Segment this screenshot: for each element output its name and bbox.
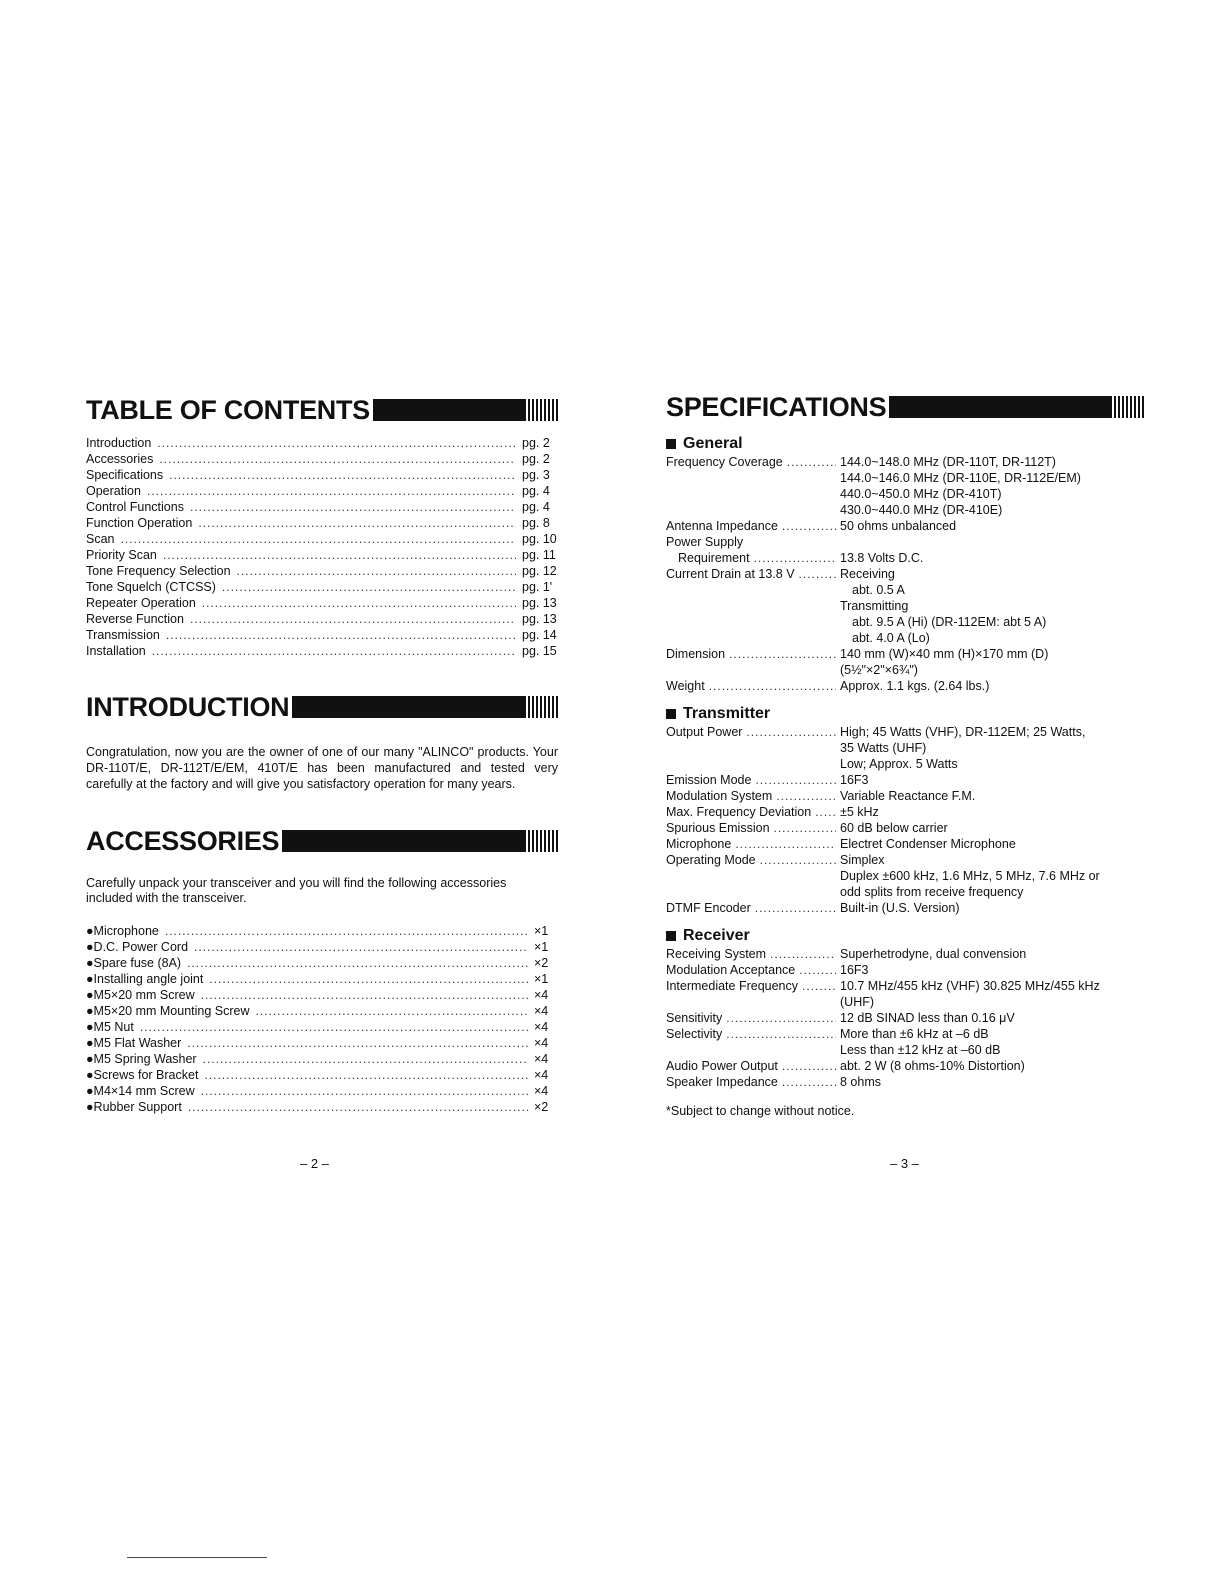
dot-leader xyxy=(163,548,516,562)
spec-value: abt. 2 W (8 ohms-10% Distortion) xyxy=(840,1059,1025,1073)
accessory-name: ●M5 Nut xyxy=(86,1020,134,1034)
spec-row xyxy=(666,1026,1144,1058)
spec-note: *Subject to change without notice. xyxy=(666,1104,855,1118)
toc-entry-page: pg. 14 xyxy=(522,628,557,642)
accessory-qty: ×4 xyxy=(534,1004,549,1018)
intro-heading xyxy=(86,690,558,724)
spec-value: 440.0~450.0 MHz (DR-410T) xyxy=(840,487,1002,501)
dot-leader xyxy=(760,852,836,868)
spec-values xyxy=(840,646,1144,678)
spec-value: 430.0~440.0 MHz (DR-410E) xyxy=(840,503,1003,517)
accessory-qty: ×2 xyxy=(534,1100,549,1114)
spec-label: Sensitivity xyxy=(666,1011,723,1025)
toc-entry-page: pg. 3 xyxy=(522,468,550,482)
spec-values xyxy=(840,1074,1144,1090)
accessory-qty: ×4 xyxy=(534,1036,549,1050)
spec-values xyxy=(840,534,1144,550)
toc-entry-title: Introduction xyxy=(86,436,152,450)
spec-label: Modulation Acceptance xyxy=(666,963,796,977)
spec-value: (5½"×2"×6¾") xyxy=(840,663,918,677)
spec-row xyxy=(666,534,1144,550)
dot-leader xyxy=(802,978,836,994)
accessory-name: ●M5×20 mm Mounting Screw xyxy=(86,1004,250,1018)
dot-leader xyxy=(782,1058,836,1074)
toc-entry-page: pg. 13 xyxy=(522,596,557,610)
spec-row xyxy=(666,962,1144,978)
spec-label-cell xyxy=(666,836,840,852)
accessories-paragraph: Carefully unpack your transceiver and you will find the following accessories included with the transceiver. xyxy=(86,876,507,905)
spec-value: 140 mm (W)×40 mm (H)×170 mm (D) xyxy=(840,647,1049,661)
accessory-name: ●M5×20 mm Screw xyxy=(86,988,195,1002)
toc-entry-title: Transmission xyxy=(86,628,160,642)
spec-label-cell xyxy=(666,566,840,646)
spec-section-title: Receiver xyxy=(683,927,750,944)
accessory-qty: ×1 xyxy=(534,972,549,986)
spec-label-cell xyxy=(666,518,840,534)
toc-entry xyxy=(86,484,558,500)
spec-values xyxy=(840,566,1144,646)
spec-row xyxy=(666,1074,1144,1090)
spec-value: 50 ohms unbalanced xyxy=(840,519,957,533)
dot-leader xyxy=(190,500,516,514)
spec-value: Receiving xyxy=(840,567,895,581)
dot-leader xyxy=(157,436,516,450)
spec-row xyxy=(666,518,1144,534)
accessory-item xyxy=(86,1052,558,1068)
spec-value: odd splits from receive frequency xyxy=(840,885,1024,899)
toc-entry-page: pg. 4 xyxy=(522,484,550,498)
spec-label-cell xyxy=(666,678,840,694)
spec-row xyxy=(666,772,1144,788)
toc-entry xyxy=(86,452,558,468)
spec-values xyxy=(840,1010,1144,1026)
toc-entry xyxy=(86,612,558,628)
spec-row xyxy=(666,946,1144,962)
dot-leader xyxy=(787,454,836,470)
spec-value: Low; Approx. 5 Watts xyxy=(840,757,958,771)
dot-leader xyxy=(187,1036,528,1050)
toc-entry xyxy=(86,548,558,564)
spec-values xyxy=(840,550,1144,566)
accessory-item xyxy=(86,924,558,940)
dot-leader xyxy=(194,940,528,954)
heading-ticks xyxy=(524,830,558,852)
spec-row xyxy=(666,1058,1144,1074)
spec-section-heading xyxy=(666,434,1144,454)
spec-values xyxy=(840,836,1144,852)
heading-bar xyxy=(282,830,524,852)
spec-values xyxy=(840,454,1144,518)
spec-row xyxy=(666,852,1144,900)
accessory-item xyxy=(86,940,558,956)
spec-label-cell xyxy=(666,772,840,788)
toc-entry-title: Function Operation xyxy=(86,516,193,530)
spec-values xyxy=(840,724,1144,772)
dot-leader xyxy=(770,946,836,962)
accessory-item xyxy=(86,956,558,972)
spec-label: Output Power xyxy=(666,725,743,739)
dot-leader xyxy=(198,516,516,530)
toc-entry-page: pg. 15 xyxy=(522,644,557,658)
square-bullet-icon xyxy=(666,709,676,719)
dot-leader xyxy=(190,612,516,626)
toc-entry-page: pg. 12 xyxy=(522,564,557,578)
heading-bar xyxy=(889,396,1110,418)
dot-leader xyxy=(165,924,528,938)
square-bullet-icon xyxy=(666,931,676,941)
spec-value: Superhetrodyne, dual convension xyxy=(840,947,1027,961)
toc-entry-title: Control Functions xyxy=(86,500,184,514)
dot-leader xyxy=(203,1052,528,1066)
spec-label-cell xyxy=(666,550,840,566)
toc-title: TABLE OF CONTENTS xyxy=(86,395,370,425)
intro-paragraph: Congratulation, now you are the owner of one of our many "ALINCO" products. Your DR-110T/E, DR-112T/E/EM, 410T/E has been manufactured and tested very carefully at the factory and will give you satisfactory operation for many years. xyxy=(86,745,558,791)
toc-entry xyxy=(86,500,558,516)
spec-label: Weight xyxy=(666,679,705,693)
toc-entry-title: Scan xyxy=(86,532,115,546)
dot-leader xyxy=(815,804,836,820)
dot-leader xyxy=(204,1068,528,1082)
dot-leader xyxy=(209,972,528,986)
spec-sections xyxy=(666,434,1144,1090)
spec-label-cell xyxy=(666,1074,840,1090)
spec-label: Dimension xyxy=(666,647,726,661)
spec-row xyxy=(666,646,1144,678)
spec-value: 8 ohms xyxy=(840,1075,881,1089)
spec-label: Max. Frequency Deviation xyxy=(666,805,812,819)
spec-row xyxy=(666,724,1144,772)
dot-leader xyxy=(735,836,836,852)
spec-values xyxy=(840,772,1144,788)
heading-ticks xyxy=(524,399,558,421)
accessory-item xyxy=(86,1084,558,1100)
dot-leader xyxy=(201,988,528,1002)
spec-label-cell xyxy=(666,724,840,772)
accessory-qty: ×4 xyxy=(534,988,549,1002)
heading-ticks xyxy=(1110,396,1144,418)
spec-row xyxy=(666,978,1144,1010)
accessories-heading xyxy=(86,824,558,858)
dot-leader xyxy=(799,962,836,978)
spec-values xyxy=(840,946,1144,962)
toc-entry xyxy=(86,532,558,548)
spec-value: 16F3 xyxy=(840,773,869,787)
spec-value: More than ±6 kHz at –6 dB xyxy=(840,1027,989,1041)
spec-label-cell xyxy=(666,534,840,550)
dot-leader xyxy=(754,550,836,566)
dot-leader xyxy=(159,452,516,466)
toc-entry-title: Operation xyxy=(86,484,141,498)
toc-entry-page: pg. 13 xyxy=(522,612,557,626)
spec-value: Transmitting xyxy=(840,599,909,613)
accessory-qty: ×4 xyxy=(534,1068,549,1082)
accessory-item xyxy=(86,988,558,1004)
toc-heading xyxy=(86,393,558,427)
spec-label: Modulation System xyxy=(666,789,773,803)
heading-bar xyxy=(292,696,524,718)
dot-leader xyxy=(774,820,836,836)
spec-label: Selectivity xyxy=(666,1027,723,1041)
toc-entry xyxy=(86,564,558,580)
spec-section-heading xyxy=(666,704,1144,724)
spec-value: High; 45 Watts (VHF), DR-112EM; 25 Watts, xyxy=(840,725,1086,739)
dot-leader xyxy=(726,1010,836,1026)
accessory-name: ●M4×14 mm Screw xyxy=(86,1084,195,1098)
dot-leader xyxy=(222,580,516,594)
spec-value: 60 dB below carrier xyxy=(840,821,948,835)
toc-entry-title: Accessories xyxy=(86,452,154,466)
right-page xyxy=(666,390,1144,1118)
dot-leader xyxy=(188,1100,528,1114)
accessory-name: ●Screws for Bracket xyxy=(86,1068,199,1082)
scan-artifact-line xyxy=(127,1557,267,1558)
spec-label-cell xyxy=(666,946,840,962)
spec-value: abt. 4.0 A (Lo) xyxy=(852,631,930,645)
dot-leader xyxy=(202,596,516,610)
toc-list xyxy=(86,436,558,660)
spec-label-cell xyxy=(666,852,840,900)
toc-entry xyxy=(86,628,558,644)
accessory-item xyxy=(86,972,558,988)
dot-leader xyxy=(776,788,836,804)
accessory-item xyxy=(86,1100,558,1116)
spec-label: Antenna Impedance xyxy=(666,519,778,533)
spec-label-cell xyxy=(666,820,840,836)
spec-value: 16F3 xyxy=(840,963,869,977)
spec-values xyxy=(840,820,1144,836)
spec-row xyxy=(666,1010,1144,1026)
dot-leader xyxy=(166,628,516,642)
dot-leader xyxy=(709,678,836,694)
spec-value: Approx. 1.1 kgs. (2.64 lbs.) xyxy=(840,679,990,693)
dot-leader xyxy=(782,1074,836,1090)
spec-row xyxy=(666,788,1144,804)
spec-row xyxy=(666,900,1144,916)
spec-label-cell xyxy=(666,646,840,678)
accessory-qty: ×2 xyxy=(534,956,549,970)
spec-value: Electret Condenser Microphone xyxy=(840,837,1016,851)
spec-label: Current Drain at 13.8 V xyxy=(666,567,795,581)
accessory-qty: ×4 xyxy=(534,1020,549,1034)
spec-values xyxy=(840,678,1144,694)
toc-entry-title: Priority Scan xyxy=(86,548,157,562)
spec-label: Operating Mode xyxy=(666,853,756,867)
spec-section-title: Transmitter xyxy=(683,705,771,722)
dot-leader xyxy=(782,518,836,534)
dot-leader xyxy=(729,646,836,662)
toc-entry-title: Specifications xyxy=(86,468,164,482)
spec-value: abt. 0.5 A xyxy=(852,583,905,597)
accessory-item xyxy=(86,1068,558,1084)
dot-leader xyxy=(201,1084,528,1098)
toc-entry-page: pg. 10 xyxy=(522,532,557,546)
spec-value: ±5 kHz xyxy=(840,805,879,819)
dot-leader xyxy=(755,772,836,788)
spec-value: 13.8 Volts D.C. xyxy=(840,551,924,565)
toc-entry xyxy=(86,644,558,660)
accessory-qty: ×1 xyxy=(534,924,549,938)
toc-entry-title: Tone Squelch (CTCSS) xyxy=(86,580,216,594)
spec-values xyxy=(840,518,1144,534)
spec-row xyxy=(666,804,1144,820)
dot-leader xyxy=(726,1026,836,1042)
spec-label: Spurious Emission xyxy=(666,821,770,835)
accessory-qty: ×4 xyxy=(534,1084,549,1098)
spec-label-cell xyxy=(666,1058,840,1074)
accessory-name: ●Microphone xyxy=(86,924,159,938)
accessories-list xyxy=(86,924,558,1116)
spec-label: Receiving System xyxy=(666,947,767,961)
toc-entry-title: Repeater Operation xyxy=(86,596,196,610)
dot-leader xyxy=(187,956,528,970)
spec-heading xyxy=(666,390,1144,424)
accessory-name: ●Rubber Support xyxy=(86,1100,182,1114)
toc-entry-title: Tone Frequency Selection xyxy=(86,564,231,578)
accessory-name: ●Installing angle joint xyxy=(86,972,204,986)
spec-value: Built-in (U.S. Version) xyxy=(840,901,960,915)
dot-leader xyxy=(799,566,836,582)
spec-values xyxy=(840,788,1144,804)
accessory-name: ●M5 Flat Washer xyxy=(86,1036,182,1050)
heading-ticks xyxy=(524,696,558,718)
spec-section-heading xyxy=(666,926,1144,946)
spec-label: Requirement xyxy=(678,551,750,565)
spec-value: Simplex xyxy=(840,853,885,867)
dot-leader xyxy=(147,484,516,498)
spec-value: Less than ±12 kHz at –60 dB xyxy=(840,1043,1001,1057)
toc-entry-page: pg. 1' xyxy=(522,580,553,594)
spec-value: Variable Reactance F.M. xyxy=(840,789,976,803)
spec-value: 144.0~148.0 MHz (DR-110T, DR-112T) xyxy=(840,455,1056,469)
accessories-title: ACCESSORIES xyxy=(86,826,280,856)
spec-title: SPECIFICATIONS xyxy=(666,392,887,422)
toc-entry-title: Reverse Function xyxy=(86,612,184,626)
spec-value: 35 Watts (UHF) xyxy=(840,741,927,755)
spec-value: Duplex ±600 kHz, 1.6 MHz, 5 MHz, 7.6 MHz or xyxy=(840,869,1100,883)
spec-values xyxy=(840,962,1144,978)
intro-title: INTRODUCTION xyxy=(86,692,290,722)
spec-row xyxy=(666,820,1144,836)
accessory-qty: ×4 xyxy=(534,1052,549,1066)
toc-entry-page: pg. 2 xyxy=(522,452,550,466)
dot-leader xyxy=(746,724,836,740)
toc-entry xyxy=(86,516,558,532)
spec-label: Speaker Impedance xyxy=(666,1075,778,1089)
dot-leader xyxy=(152,644,516,658)
spec-values xyxy=(840,852,1144,900)
left-page xyxy=(86,393,558,1116)
spec-value: 10.7 MHz/455 kHz (VHF) 30.825 MHz/455 kHz xyxy=(840,979,1100,993)
spec-label-cell xyxy=(666,804,840,820)
spec-label-cell xyxy=(666,1010,840,1026)
spec-value: abt. 9.5 A (Hi) (DR-112EM: abt 5 A) xyxy=(852,615,1047,629)
spec-label: Audio Power Output xyxy=(666,1059,778,1073)
page-number-right: – 3 – xyxy=(890,1156,919,1171)
spec-values xyxy=(840,1058,1144,1074)
square-bullet-icon xyxy=(666,439,676,449)
dot-leader xyxy=(755,900,836,916)
spec-label: Frequency Coverage xyxy=(666,455,783,469)
spec-row xyxy=(666,678,1144,694)
spec-value: 144.0~146.0 MHz (DR-110E, DR-112E/EM) xyxy=(840,471,1081,485)
spec-label-cell xyxy=(666,900,840,916)
accessory-name: ●Spare fuse (8A) xyxy=(86,956,182,970)
accessory-name: ●M5 Spring Washer xyxy=(86,1052,197,1066)
spec-section-title: General xyxy=(683,435,743,452)
accessory-qty: ×1 xyxy=(534,940,549,954)
toc-entry xyxy=(86,436,558,452)
toc-entry-page: pg. 8 xyxy=(522,516,550,530)
accessory-item xyxy=(86,1036,558,1052)
dot-leader xyxy=(121,532,517,546)
dot-leader xyxy=(256,1004,528,1018)
spec-label: DTMF Encoder xyxy=(666,901,751,915)
accessory-name: ●D.C. Power Cord xyxy=(86,940,189,954)
spec-label-cell xyxy=(666,1026,840,1058)
dot-leader xyxy=(237,564,516,578)
spec-value: 12 dB SINAD less than 0.16 μV xyxy=(840,1011,1015,1025)
spec-value: (UHF) xyxy=(840,995,875,1009)
spec-label: Microphone xyxy=(666,837,732,851)
spec-label: Emission Mode xyxy=(666,773,752,787)
toc-entry-page: pg. 2 xyxy=(522,436,550,450)
toc-entry xyxy=(86,468,558,484)
spec-label-cell xyxy=(666,978,840,1010)
spec-label-cell xyxy=(666,962,840,978)
page-number-left: – 2 – xyxy=(300,1156,329,1171)
spec-row xyxy=(666,454,1144,518)
dot-leader xyxy=(169,468,516,482)
toc-entry-page: pg. 4 xyxy=(522,500,550,514)
accessory-item xyxy=(86,1004,558,1020)
spec-label-cell xyxy=(666,788,840,804)
spec-values xyxy=(840,1026,1144,1058)
spec-row xyxy=(666,550,1144,566)
toc-entry xyxy=(86,596,558,612)
accessory-item xyxy=(86,1020,558,1036)
heading-bar xyxy=(373,399,524,421)
spec-values xyxy=(840,804,1144,820)
spec-values xyxy=(840,900,1144,916)
spec-row xyxy=(666,566,1144,646)
spec-label-cell xyxy=(666,454,840,518)
toc-entry xyxy=(86,580,558,596)
spec-values xyxy=(840,978,1144,1010)
dot-leader xyxy=(140,1020,528,1034)
toc-entry-title: Installation xyxy=(86,644,146,658)
spec-label: Power Supply xyxy=(666,535,744,549)
spec-label: Intermediate Frequency xyxy=(666,979,799,993)
spec-row xyxy=(666,836,1144,852)
toc-entry-page: pg. 11 xyxy=(522,548,556,562)
